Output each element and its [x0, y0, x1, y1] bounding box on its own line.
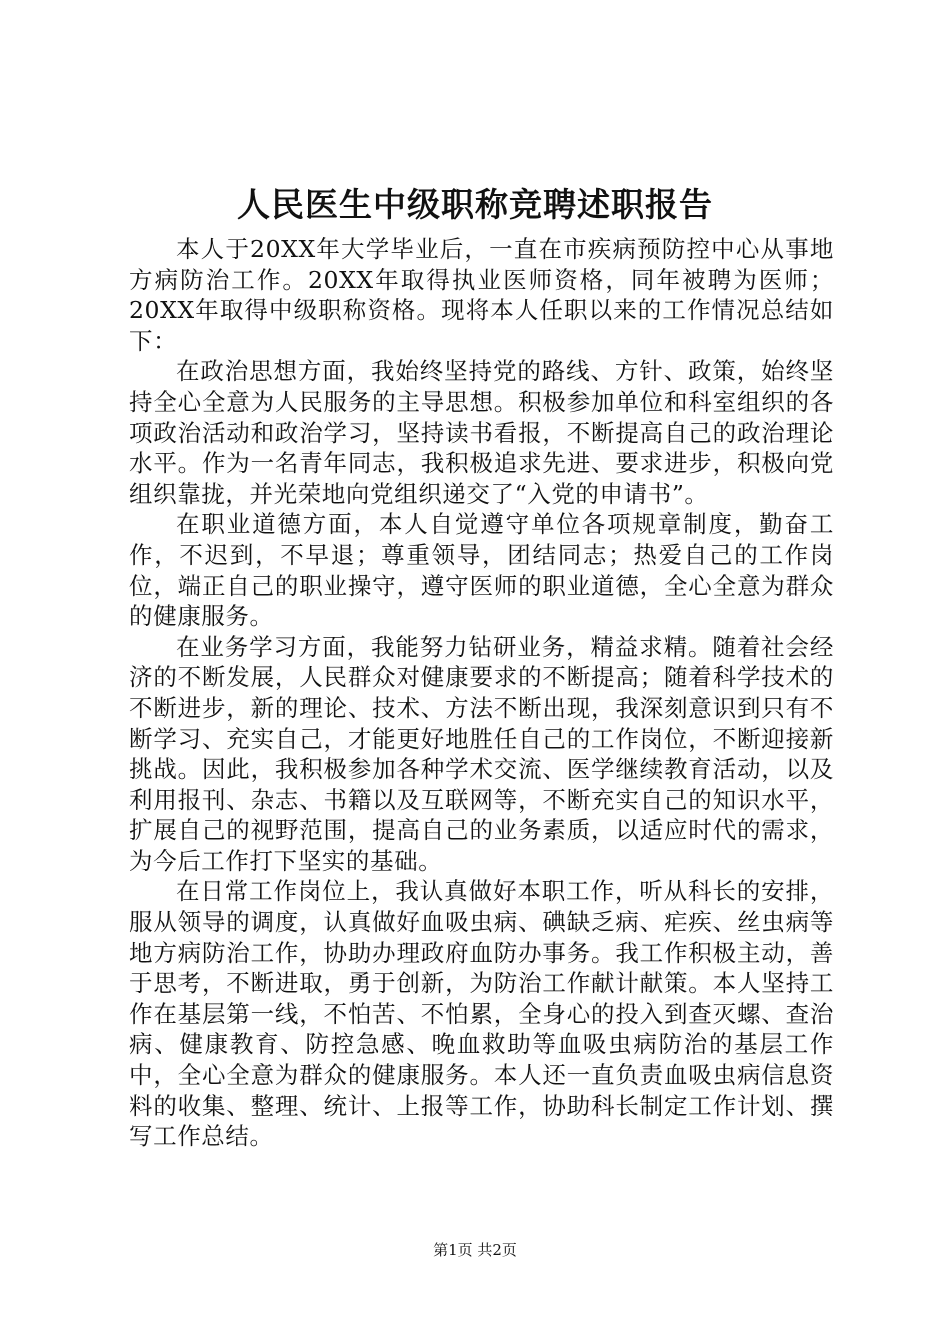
page-number-footer: 第1页 共2页	[433, 1241, 517, 1259]
document-body	[129, 234, 834, 1152]
paragraph-study: 在业务学习方面，我能努力钻研业务，精益求精。随着社会经济的不断发展，人民群众对健康要求的不断提高；随着科学技术的不断进步，新的理论、技术、方法不断出现，我深刻意识到只有不断学习、充实自己，才能更好地胜任自己的工作岗位，不断迎接新挑战。因此，我积极参加各种学术交流、医学继续教育活动，以及利用报刊、杂志、书籍以及互联网等，不断充实自己的知识水平，扩展自己的视野范围，提高自己的业务素质，以适应时代的需求，为今后工作打下坚实的基础。	[129, 632, 834, 875]
paragraph-political: 在政治思想方面，我始终坚持党的路线、方针、政策，始终坚持全心全意为人民服务的主导思想。积极参加单位和科室组织的各项政治活动和政治学习，坚持读书看报，不断提高自己的政治理论水平。作为一名青年同志，我积极追求先进、要求进步，积极向党组织靠拢，并光荣地向党组织递交了“入党的申请书”。	[129, 357, 834, 508]
document-title: 人民医生中级职称竞聘述职报告	[237, 185, 713, 224]
paragraph-ethics: 在职业道德方面，本人自觉遵守单位各项规章制度，勤奋工作，不迟到，不早退；尊重领导，团结同志；热爱自己的工作岗位，端正自己的职业操守，遵守医师的职业道德，全心全意为群众的健康服务。	[129, 510, 834, 631]
paragraph-intro: 本人于20XX年大学毕业后，一直在市疾病预防控中心从事地方病防治工作。20XX年取得执业医师资格，同年被聘为医师；20XX年取得中级职称资格。现将本人任职以来的工作情况总结如下：	[129, 235, 834, 355]
paragraph-daily-work: 在日常工作岗位上，我认真做好本职工作，听从科长的安排，服从领导的调度，认真做好血吸虫病、碘缺乏病、疟疾、丝虫病等地方病防治工作，协助办理政府血防办事务。我工作积极主动，善于思考，不断进取，勇于创新，为防治工作献计献策。本人坚持工作在基层第一线，不怕苦、不怕累，全身心的投入到查灭螺、查治病、健康教育、防控急感、晚血救助等血吸虫病防治的基层工作中，全心全意为群众的健康服务。本人还一直负责血吸虫病信息资料的收集、整理、统计、上报等工作，协助科长制定工作计划、撰写工作总结。	[129, 877, 834, 1151]
